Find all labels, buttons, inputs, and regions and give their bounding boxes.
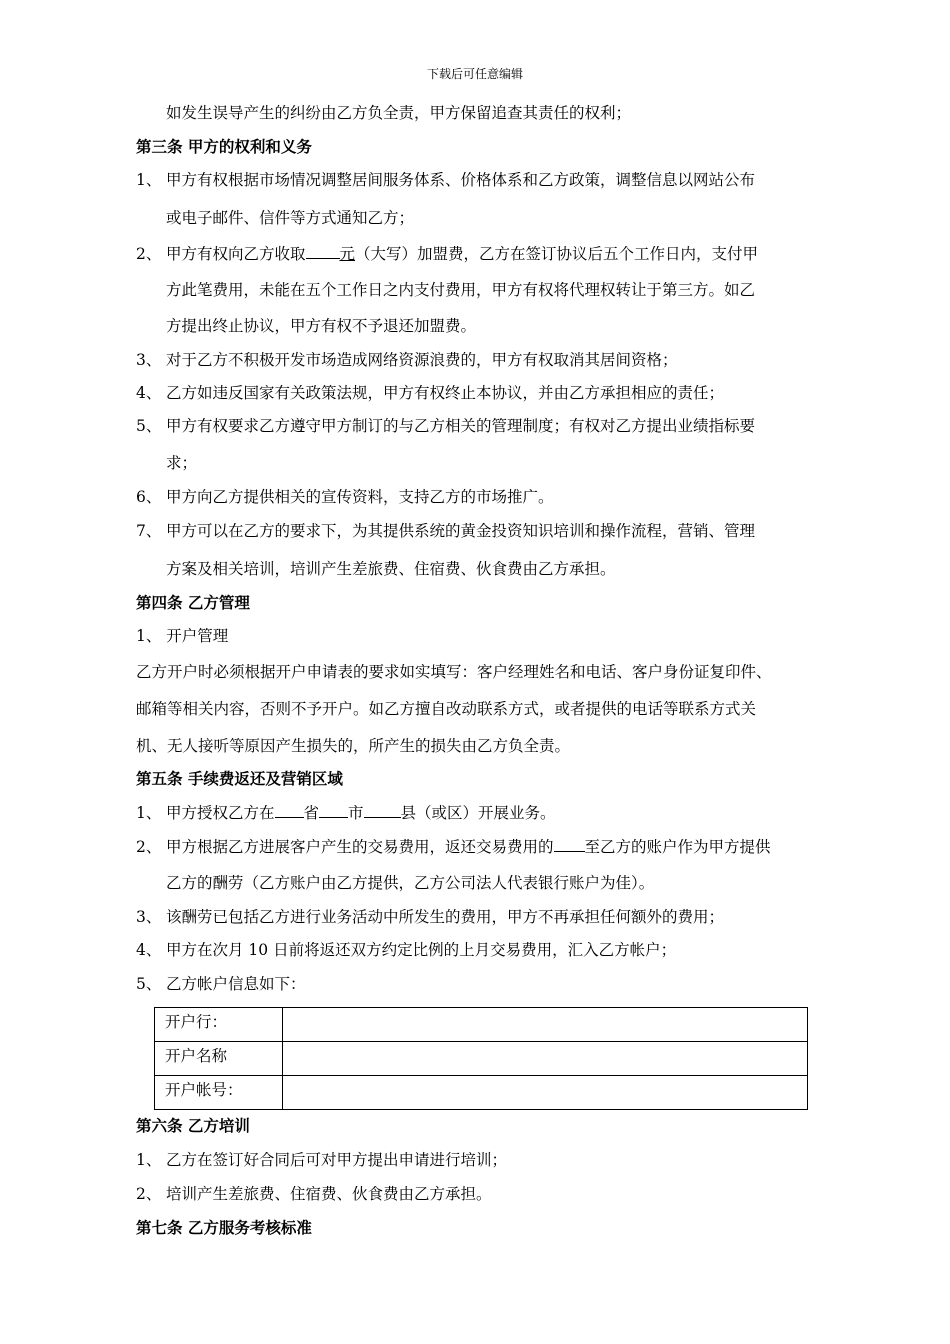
item-text-cont: （大写）加盟费，乙方在签订协议后五个工作日内，支付甲 [355, 245, 759, 263]
item-number: 4、 [136, 384, 162, 402]
article-6-title: 第六条 乙方培训 [136, 1116, 250, 1135]
item-text: 乙方帐户信息如下： [166, 975, 306, 993]
fee-unit: 元 [339, 245, 356, 263]
art3-item-2-cont2: 方提出终止协议，甲方有权不予退还加盟费。 [166, 317, 477, 335]
art5-item-2-cont: 乙方的酬劳（乙方账户由乙方提供，乙方公司法人代表银行账户为佳）。 [166, 874, 655, 892]
item-text: 乙方如违反国家有关政策法规，甲方有权终止本协议，并由乙方承担相应的责任； [166, 384, 725, 402]
ratio-blank [554, 836, 585, 852]
item-text: 甲方根据乙方进展客户产生的交易费用，返还交易费用的 [166, 838, 554, 856]
item-text: 甲方在次月 10 日前将返还双方约定比例的上月交易费用，汇入乙方帐户； [166, 941, 677, 959]
item-text: 甲方有权要求乙方遵守甲方制订的与乙方相关的管理制度；有权对乙方提出业绩指标要 [166, 417, 756, 435]
item-text: 该酬劳已包括乙方进行业务活动中所发生的费用，甲方不再承担任何额外的费用； [166, 908, 725, 926]
art3-item-6 [136, 487, 554, 507]
item-number: 1、 [136, 804, 162, 822]
article-7-title: 第七条 乙方服务考核标准 [136, 1218, 312, 1237]
item-number: 3、 [136, 351, 162, 369]
item-text: 甲方有权根据市场情况调整居间服务体系、价格体系和乙方政策，调整信息以网站公布 [166, 171, 756, 189]
article-4-title: 第四条 乙方管理 [136, 593, 250, 612]
item-text: 甲方向乙方提供相关的宣传资料，支持乙方的市场推广。 [166, 488, 554, 506]
table-row [155, 1008, 808, 1042]
article-3-title: 第三条 甲方的权利和义务 [136, 137, 312, 156]
item-text: 甲方可以在乙方的要求下，为其提供系统的黄金投资知识培训和操作流程，营销、管理 [166, 522, 756, 540]
fee-blank [306, 243, 340, 259]
art4-paragraph-line-1: 乙方开户时必须根据开户申请表的要求如实填写：客户经理姓名和电话、客户身份证复印件、 [136, 663, 772, 681]
art3-item-7 [136, 521, 755, 541]
item-number: 1、 [136, 171, 162, 189]
art3-item-5 [136, 416, 755, 436]
item-number: 1、 [136, 1151, 162, 1169]
art3-item-2-cont: 方此笔费用，未能在五个工作日之内支付费用，甲方有权将代理权转让于第三方。如乙 [166, 281, 756, 299]
city-label: 市 [348, 804, 364, 822]
art4-paragraph-line-3: 机、无人接听等原因产生损失的，所产生的损失由乙方负全责。 [136, 737, 571, 755]
item-number: 2、 [136, 838, 162, 856]
city-blank [319, 802, 348, 818]
item-number: 4、 [136, 941, 162, 959]
item-text: 培训产生差旅费、住宿费、伙食费由乙方承担。 [166, 1185, 492, 1203]
art5-item-5 [136, 974, 306, 994]
item-text: 乙方在签订好合同后可对甲方提出申请进行培训； [166, 1151, 508, 1169]
art3-item-3 [136, 350, 678, 370]
art3-item-1 [136, 170, 755, 190]
bank-label: 开户行： [155, 1008, 283, 1042]
account-name-label: 开户名称 [155, 1042, 283, 1076]
art3-item-4 [136, 383, 724, 403]
item-text: 甲方有权向乙方收取 [166, 245, 306, 263]
art5-item-4 [136, 940, 676, 960]
item-number: 5、 [136, 417, 162, 435]
item-number: 2、 [136, 1185, 162, 1203]
art3-item-7-cont: 方案及相关培训，培训产生差旅费、住宿费、伙食费由乙方承担。 [166, 560, 616, 578]
art3-item-2 [136, 243, 758, 264]
art4-paragraph-line-2: 邮箱等相关内容，否则不予开户。如乙方擅自改动联系方式，或者提供的电话等联系方式关 [136, 700, 757, 718]
art5-item-3 [136, 907, 724, 927]
item-text-cont: 至乙方的账户作为甲方提供 [584, 838, 771, 856]
page-header: 下载后可任意编辑 [426, 67, 523, 81]
art6-item-2 [136, 1184, 492, 1204]
table-row [155, 1076, 808, 1110]
item-text: 甲方授权乙方在 [166, 804, 275, 822]
account-number-value [283, 1076, 808, 1110]
item-number: 6、 [136, 488, 162, 506]
art3-item-1-cont: 或电子邮件、信件等方式通知乙方； [166, 209, 415, 227]
bank-value [283, 1008, 808, 1042]
art6-item-1 [136, 1150, 507, 1170]
item-number: 7、 [136, 522, 162, 540]
county-label: 县（或区）开展业务。 [400, 804, 556, 822]
item-number: 2、 [136, 245, 162, 263]
account-name-value [283, 1042, 808, 1076]
province-label: 省 [303, 804, 320, 822]
item-text: 对于乙方不积极开发市场造成网络资源浪费的，甲方有权取消其居间资格； [166, 351, 678, 369]
table-row [155, 1042, 808, 1076]
item-number: 5、 [136, 975, 162, 993]
intro-line: 如发生误导产生的纠纷由乙方负全责，甲方保留追查其责任的权利； [166, 104, 632, 122]
art4-subtitle: 1、 开户管理 [136, 627, 229, 645]
account-number-label: 开户帐号： [155, 1076, 283, 1110]
article-5-title: 第五条 手续费返还及营销区域 [136, 769, 343, 788]
art5-item-1 [136, 802, 556, 823]
account-info-table [154, 1007, 808, 1110]
art5-item-2 [136, 836, 771, 857]
county-blank [364, 802, 401, 818]
art3-item-5-cont: 求； [166, 454, 198, 472]
item-number: 3、 [136, 908, 162, 926]
province-blank [275, 802, 304, 818]
